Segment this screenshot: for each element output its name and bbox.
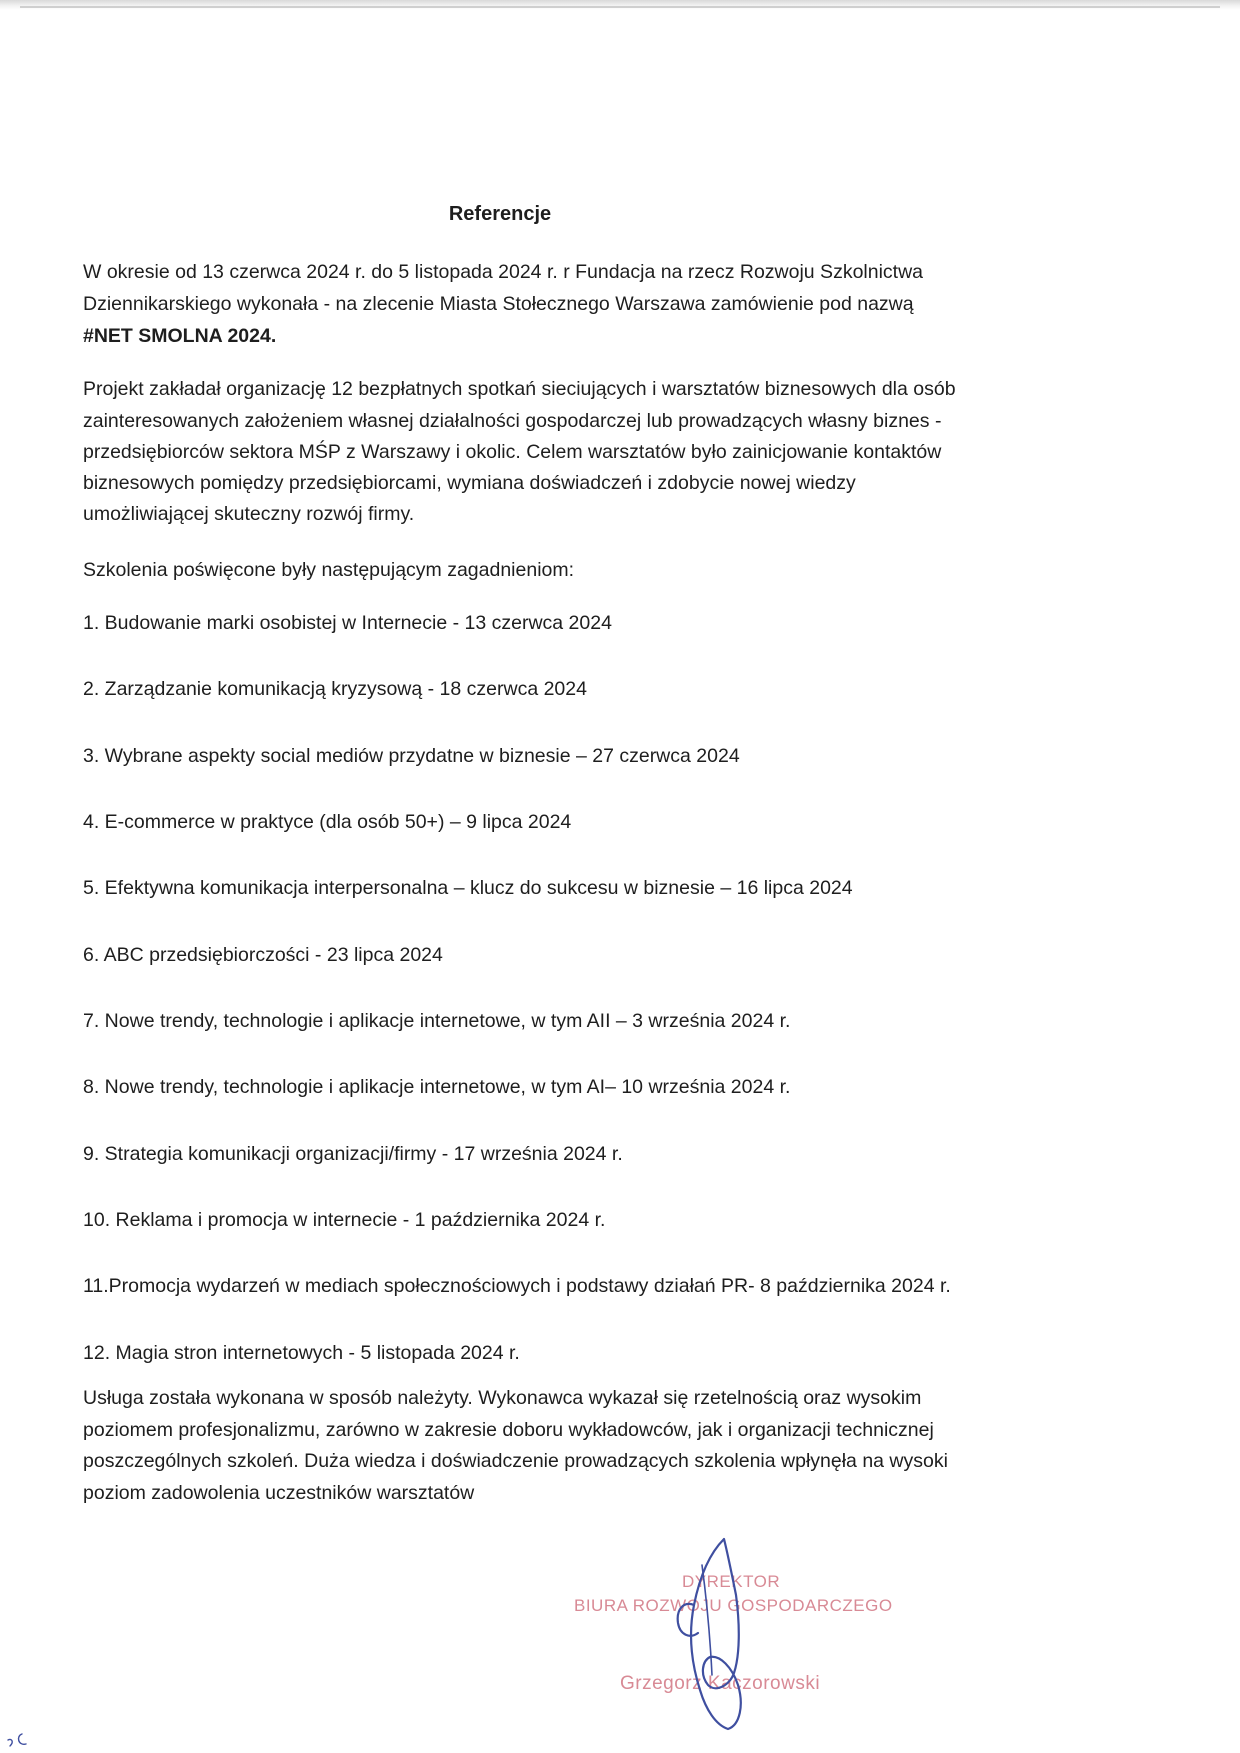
stamp-title: DYREKTOR	[682, 1572, 781, 1591]
topic-item: 3. Wybrane aspekty social mediów przydatne w biznesie – 27 czerwca 2024	[83, 745, 740, 767]
handwritten-signature	[640, 1535, 780, 1735]
project-line-3: przedsiębiorców sektora MŚP z Warszawy i okolic. Celem warsztatów było zainicjowanie kontaktów	[83, 441, 942, 463]
closing-line-1: Usługa została wykonana w sposób należyty. Wykonawca wykazał się rzetelnością oraz wysokim	[83, 1387, 922, 1409]
topics-heading: Szkolenia poświęcone były następującym zagadnieniom:	[83, 559, 575, 581]
closing-line-3: poszczególnych szkoleń. Duża wiedza i doświadczenie prowadzących szkolenia wpłynęła na wysoki	[83, 1450, 948, 1472]
topic-item: 4. E-commerce w praktyce (dla osób 50+) – 9 lipca 2024	[83, 811, 572, 833]
project-line-1: Projekt zakładał organizację 12 bezpłatnych spotkań sieciujących i warsztatów biznesowych dla osób	[83, 378, 956, 400]
scan-top-edge-line	[20, 6, 1220, 8]
topic-item: 9. Strategia komunikacji organizacji/firmy - 17 września 2024 r.	[83, 1143, 623, 1165]
scan-top-edge	[0, 0, 1240, 10]
project-line-2: zainteresowanych założeniem własnej działalności gospodarczej lub prowadzących własny biznes -	[83, 410, 942, 432]
topic-item: 12. Magia stron internetowych - 5 listopada 2024 r.	[83, 1342, 520, 1364]
scan-corner-mark	[4, 1720, 44, 1750]
topic-item: 11.Promocja wydarzeń w mediach społecznościowych i podstawy działań PR- 8 października 2024 r.	[83, 1275, 951, 1297]
topic-item: 5. Efektywna komunikacja interpersonalna – klucz do sukcesu w biznesie – 16 lipca 2024	[83, 877, 853, 899]
topic-item: 6. ABC przedsiębiorczości - 23 lipca 2024	[83, 944, 443, 966]
topic-item: 8. Nowe trendy, technologie i aplikacje internetowe, w tym AI– 10 września 2024 r.	[83, 1076, 791, 1098]
intro-line-1: W okresie od 13 czerwca 2024 r. do 5 listopada 2024 r. r Fundacja na rzecz Rozwoju Szkolnictwa	[83, 261, 924, 283]
closing-line-4: poziom zadowolenia uczestników warsztatów	[83, 1482, 475, 1504]
closing-line-2: poziomem profesjonalizmu, zarówno w zakresie doboru wykładowców, jak i organizacji technicznej	[83, 1419, 934, 1441]
intro-line-2: Dziennikarskiego wykonała - na zlecenie Miasta Stołecznego Warszawa zamówienie pod nazwą	[83, 293, 914, 315]
stamp-unit: BIURA ROZWOJU GOSPODARCZEGO	[574, 1596, 893, 1615]
document-title: Referencje	[448, 203, 552, 225]
project-line-5: umożliwiającej skuteczny rozwój firmy.	[83, 503, 415, 525]
topic-item: 2. Zarządzanie komunikacją kryzysową - 18 czerwca 2024	[83, 678, 587, 700]
topic-item: 7. Nowe trendy, technologie i aplikacje internetowe, w tym AII – 3 września 2024 r.	[83, 1010, 791, 1032]
intro-line-3-project-name: #NET SMOLNA 2024.	[83, 325, 277, 347]
topic-item: 1. Budowanie marki osobistej w Internecie - 13 czerwca 2024	[83, 612, 612, 634]
stamp-name: Grzegorz Kaczorowski	[620, 1673, 821, 1694]
topic-item: 10. Reklama i promocja w internecie - 1 października 2024 r.	[83, 1209, 606, 1231]
project-line-4: biznesowych pomiędzy przedsiębiorcami, wymiana doświadczeń i zdobycie nowej wiedzy	[83, 472, 856, 494]
